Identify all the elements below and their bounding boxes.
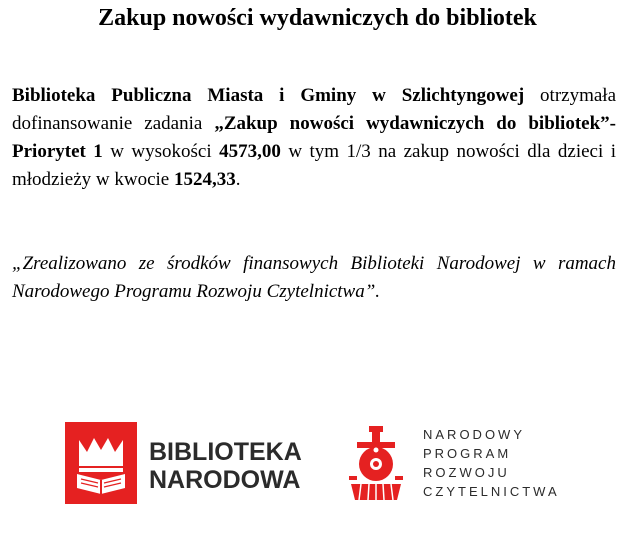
npr-logo bbox=[347, 424, 577, 504]
paragraph-text-4: . bbox=[235, 169, 241, 190]
page-title: Zakup nowości wydawniczych do bibliotek bbox=[98, 5, 537, 31]
npr-wordmark bbox=[423, 425, 560, 501]
task-name: „Zakup nowości wydawniczych do bibliotek”- Priorytet 1 bbox=[12, 113, 616, 162]
npr-line-3: ROZWOJU bbox=[423, 465, 510, 480]
funding-paragraph bbox=[12, 82, 616, 194]
amount-total: 4573,00 bbox=[219, 141, 281, 162]
amount-youth: 1524,33 bbox=[173, 169, 236, 190]
locomotive-icon bbox=[347, 424, 405, 502]
paragraph-text-3: w tym 1/3 na zakup nowości dla dzieci i młodzieży w kwocie bbox=[12, 141, 616, 190]
npr-line-4: CZYTELNICTWA bbox=[423, 484, 560, 499]
funding-note: „Zrealizowano ze środków finansowych Biblioteki Narodowej w ramach Narodowego Programu Rozwoju Czytelnictwa”. bbox=[12, 253, 616, 302]
paragraph-text-1: otrzymała dofinansowanie zadania bbox=[12, 85, 617, 134]
bn-line-2: NARODOWA bbox=[149, 466, 301, 494]
library-name: Biblioteka Publiczna Miasta i Gminy w Szlichtyngowej bbox=[12, 85, 525, 106]
biblioteka-narodowa-logo bbox=[65, 422, 302, 504]
biblioteka-narodowa-wordmark bbox=[149, 438, 302, 494]
bn-line-1: BIBLIOTEKA bbox=[149, 438, 302, 466]
crown-book-icon bbox=[65, 422, 137, 504]
npr-line-2: PROGRAM bbox=[423, 446, 512, 461]
npr-line-1: NARODOWY bbox=[423, 427, 525, 442]
paragraph-text-2: w wysokości bbox=[102, 141, 220, 162]
